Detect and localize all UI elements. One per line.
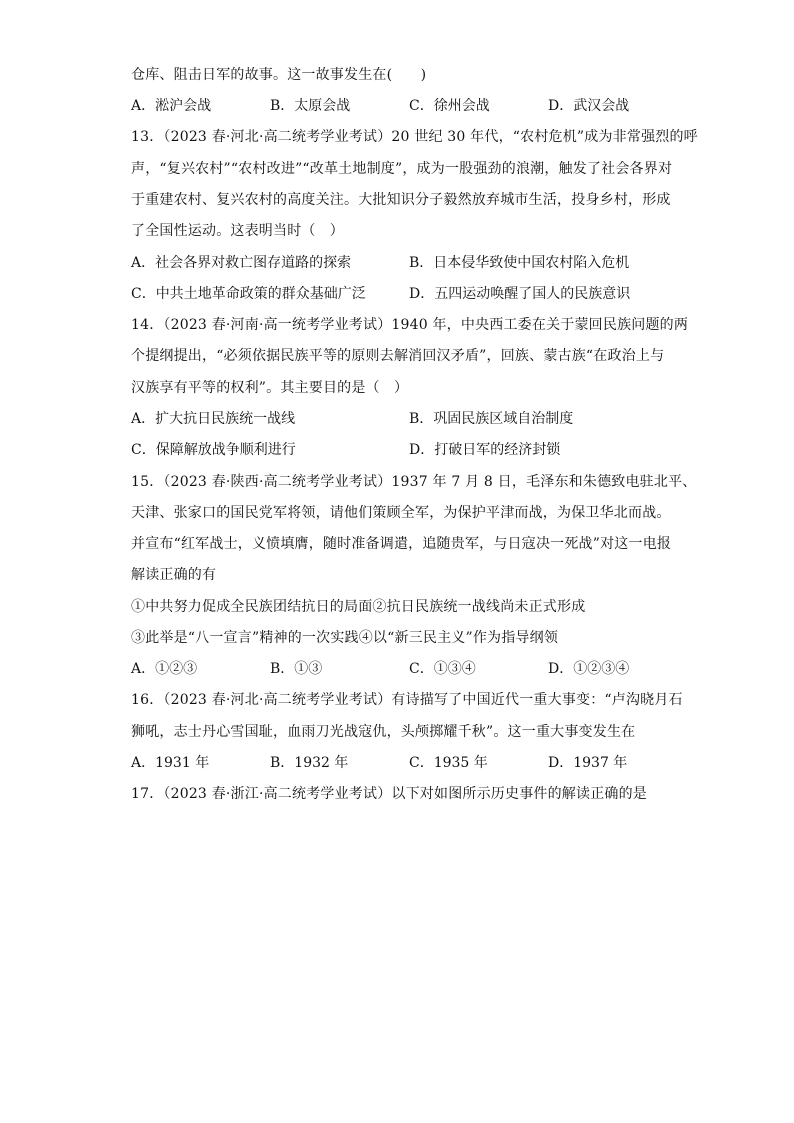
- q13-stem-line: 了全国性运动。这表明当时（ ）: [131, 223, 344, 239]
- q13-option-a: A．社会各界对救亡图存道路的探索: [131, 255, 352, 271]
- q13-stem-line: 声，“复兴农村”“农村改进”“改革土地制度”，成为一股强劲的浪潮，触发了社会各界对: [131, 161, 673, 177]
- q13-stem-line: 于重建农村、复兴农村的高度关注。大批知识分子毅然放弃城市生活，投身乡村，形成: [131, 192, 671, 208]
- q12-option-a: A．淞沪会战: [131, 98, 212, 114]
- q16-option-d: D．1937 年: [548, 755, 628, 771]
- q13-option-d: D．五四运动唤醒了国人的民族意识: [409, 286, 631, 302]
- q14-option-b: B．巩固民族区域自治制度: [409, 411, 574, 427]
- q12-option-c: C．徐州会战: [409, 98, 490, 114]
- q14-option-d: D．打破日军的经济封锁: [409, 442, 561, 458]
- q16-option-a: A．1931 年: [131, 755, 210, 771]
- q13-stem-line: 13．（2023 春·河北·高二统考学业考试）20 世纪 30 年代，“农村危机”成为非常强烈的呼: [131, 129, 698, 145]
- q15-option-c: C．①③④: [409, 661, 476, 677]
- q16-stem-line: 16．（2023 春·河北·高二统考学业考试）有诗描写了中国近代一重大事变：“卢沟晓月石: [131, 692, 683, 708]
- q15-statement-line: ③此举是“八一宣言”精神的一次实践④以“新三民主义”作为指导纲领: [131, 630, 559, 646]
- q13-option-b: B．日本侵华致使中国农村陷入危机: [409, 255, 630, 271]
- q15-statement-line: ①中共努力促成全民族团结抗日的局面②抗日民族统一战线尚未正式形成: [131, 599, 586, 615]
- q14-stem-line: 汉族享有平等的权利”。其主要目的是（ ）: [131, 380, 409, 396]
- q14-stem-line: 个提纲提出，“必须依据民族平等的原则去解消回汉矛盾”，回族、蒙古族“在政治上与: [131, 348, 665, 364]
- q15-option-d: D．①②③④: [548, 661, 630, 677]
- q12-option-d: D．武汉会战: [548, 98, 630, 114]
- q14-stem-line: 14．（2023 春·河南·高一统考学业考试）1940 年，中央西工委在关于蒙回民族问题的两: [131, 317, 689, 333]
- q15-stem-line: 天津、张家口的国民党军将领，请他们策顾全军，为保护平津而战，为保卫华北而战。: [131, 505, 671, 521]
- q15-stem-line: 并宣布“红军战士，义愤填膺，随时准备调遣，追随贵军，与日寇决一死战”对这一电报: [131, 536, 672, 552]
- q15-stem-line: 15．（2023 春·陕西·高二统考学业考试）1937 年 7 月 8 日，毛泽东和朱德致电驻北平、: [131, 474, 697, 490]
- q14-option-c: C．保障解放战争顺利进行: [131, 442, 296, 458]
- q12-stem-tail: 仓库、阻击日军的故事。这一故事发生在( ): [131, 67, 427, 83]
- q16-stem-line: 狮吼，志士丹心雪国耻，血雨刀光战寇仇，头颅掷耀千秋”。这一重大事变发生在: [131, 724, 636, 740]
- q16-option-c: C．1935 年: [409, 755, 488, 771]
- q13-option-c: C．中共土地革命政策的群众基础广泛: [131, 286, 366, 302]
- q14-option-a: A．扩大抗日民族统一战线: [131, 411, 296, 427]
- q15-option-a: A．①②③: [131, 661, 198, 677]
- q16-option-b: B．1932 年: [270, 755, 349, 771]
- q12-option-b: B．太原会战: [270, 98, 351, 114]
- q15-stem-line: 解读正确的有: [131, 567, 217, 583]
- q17-stem-line: 17．（2023 春·浙江·高二统考学业考试）以下对如图所示历史事件的解读正确的是: [131, 786, 647, 802]
- q15-option-b: B．①③: [270, 661, 323, 677]
